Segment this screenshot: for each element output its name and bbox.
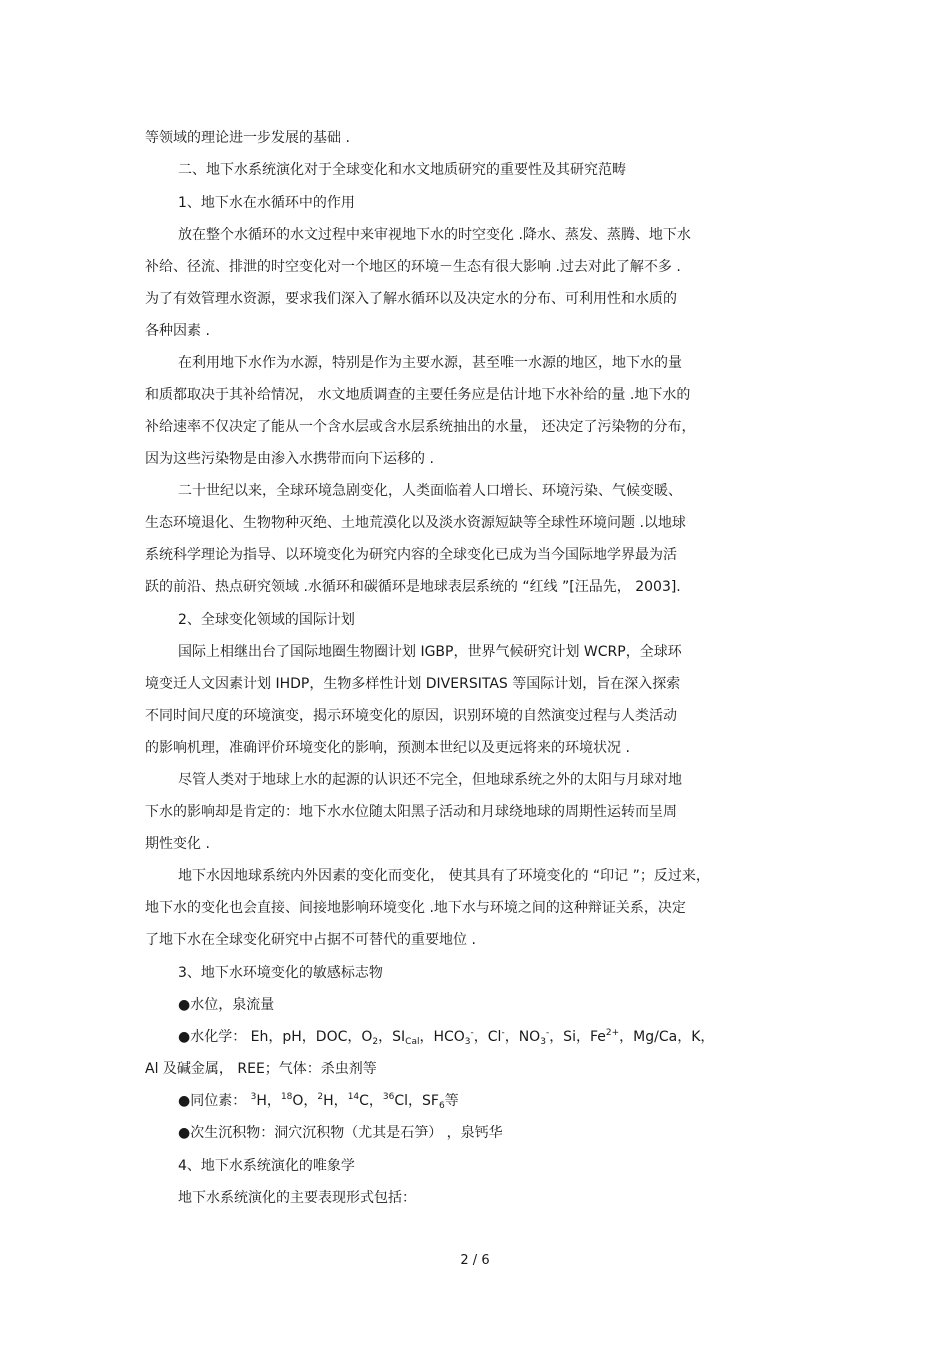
chem-text: ，SI <box>378 1029 406 1045</box>
iso-prefix: ●同位素： <box>178 1093 251 1109</box>
text-line: 二十世纪以来，全球环境急剧变化，人类面临着人口增长、环境污染、气候变暖、 <box>178 483 682 499</box>
iso-text: Cl，SF <box>394 1093 439 1109</box>
text-line: 因为这些污染物是由渗入水携带而向下运移的 . <box>145 451 434 467</box>
chem-subscript: 3 <box>540 1037 546 1047</box>
text-line: 为了有效管理水资源，要求我们深入了解水循环以及决定水的分布、可利用性和水质的 <box>145 291 677 307</box>
chem-subscript: 3 <box>464 1037 471 1047</box>
text-line: 地下水系统演化的主要表现形式包括： <box>178 1190 416 1206</box>
text-line: 不同时间尺度的环境演变，揭示环境变化的原因，识别环境的自然演变过程与人类活动 <box>145 708 677 724</box>
subsection-heading: 4、地下水系统演化的唯象学 <box>178 1158 355 1174</box>
text-line: Al 及碱金属， REE；气体：杀虫剂等 <box>145 1061 377 1077</box>
iso-text: 等 <box>444 1093 459 1109</box>
page-number: 2 / 6 <box>460 1253 490 1268</box>
subsection-heading: 2、全球变化领域的国际计划 <box>178 612 355 628</box>
text-line: 地下水因地球系统内外因素的变化而变化， 使其具有了环境变化的 “印记 ”；反过来， <box>178 868 710 884</box>
bullet-water-level: ●水位，泉流量 <box>178 997 275 1013</box>
text-line: 境变迁人文因素计划 IHDP，生物多样性计划 DIVERSITAS 等国际计划，旨在深入探索 <box>145 676 681 692</box>
chem-superscript: - <box>501 1028 505 1038</box>
iso-superscript: 18 <box>280 1092 293 1102</box>
subsection-heading: 3、地下水环境变化的敏感标志物 <box>178 965 383 981</box>
chem-text: ，Si，Fe <box>549 1029 606 1045</box>
text-line: 的影响机理，准确评价环境变化的影响，预测本世纪以及更远将来的环境状况 . <box>145 740 630 756</box>
text-line: 系统科学理论为指导、以环境变化为研究内容的全球变化已成为当今国际地学界最为活 <box>145 547 677 563</box>
text-line: 各种因素 . <box>145 323 210 339</box>
iso-superscript: 2 <box>317 1092 324 1102</box>
bullet-hydrochemistry <box>178 1027 714 1047</box>
iso-subscript: 6 <box>438 1101 445 1111</box>
text-line: 国际上相继出台了国际地圈生物圈计划 IGBP，世界气候研究计划 WCRP，全球环 <box>178 644 682 660</box>
chem-text: ，NO <box>504 1029 541 1045</box>
chem-superscript: - <box>545 1028 550 1038</box>
subsection-heading: 1、地下水在水循环中的作用 <box>178 195 355 211</box>
iso-text: H， <box>256 1093 281 1109</box>
chem-text: ，HCO <box>419 1029 465 1045</box>
text-line: 等领域的理论进一步发展的基础 . <box>145 130 350 146</box>
text-line: 尽管人类对于地球上水的起源的认识还不完全，但地球系统之外的太阳与月球对地 <box>178 772 682 788</box>
chem-prefix: ●水化学： Eh，pH，DOC，O <box>178 1029 373 1045</box>
bullet-secondary-deposits: ●次生沉积物：洞穴沉积物（尤其是石笋） ，泉钙华 <box>178 1125 503 1141</box>
iso-text: C， <box>359 1093 383 1109</box>
chem-superscript: 2+ <box>605 1028 620 1038</box>
chem-subscript: Cal <box>405 1037 420 1047</box>
iso-superscript: 14 <box>347 1092 360 1102</box>
bullet-isotopes <box>178 1091 459 1111</box>
section-heading: 二、地下水系统演化对于全球变化和水文地质研究的重要性及其研究范畴 <box>178 162 626 178</box>
chem-text: ，Mg/Ca，K， <box>619 1029 715 1045</box>
chem-text: ，Cl <box>473 1029 502 1045</box>
text-line: 生态环境退化、生物物种灭绝、土地荒漠化以及淡水资源短缺等全球性环境问题 .以地球 <box>145 515 686 531</box>
chem-superscript: - <box>470 1028 474 1038</box>
chem-subscript: 2 <box>372 1037 379 1047</box>
iso-superscript: 3 <box>250 1092 257 1102</box>
text-line: 补给、径流、排泄的时空变化对一个地区的环境－生态有很大影响 .过去对此了解不多 . <box>145 259 681 275</box>
text-line: 地下水的变化也会直接、间接地影响环境变化 .地下水与环境之间的这种辩证关系，决定 <box>145 900 686 916</box>
text-line: 下水的影响却是肯定的：地下水水位随太阳黑子活动和月球绕地球的周期性运转而呈周 <box>145 804 677 820</box>
iso-text: O， <box>292 1093 318 1109</box>
iso-superscript: 36 <box>382 1092 395 1102</box>
text-line: 补给速率不仅决定了能从一个含水层或含水层系统抽出的水量， 还决定了污染物的分布， <box>145 419 696 435</box>
text-line: 在利用地下水作为水源，特别是作为主要水源，甚至唯一水源的地区，地下水的量 <box>178 355 682 371</box>
text-line: 了地下水在全球变化研究中占据不可替代的重要地位 . <box>145 932 476 948</box>
iso-text: H， <box>323 1093 348 1109</box>
text-line: 和质都取决于其补给情况， 水文地质调查的主要任务应是估计地下水补给的量 .地下水的 <box>145 387 691 403</box>
text-line: 期性变化 . <box>145 836 210 852</box>
text-line: 放在整个水循环的水文过程中来审视地下水的时空变化 .降水、蒸发、蒸腾、地下水 <box>178 227 691 243</box>
text-line: 跃的前沿、热点研究领域 .水循环和碳循环是地球表层系统的 “红线 ”[汪品先， 2003]. <box>145 579 681 595</box>
